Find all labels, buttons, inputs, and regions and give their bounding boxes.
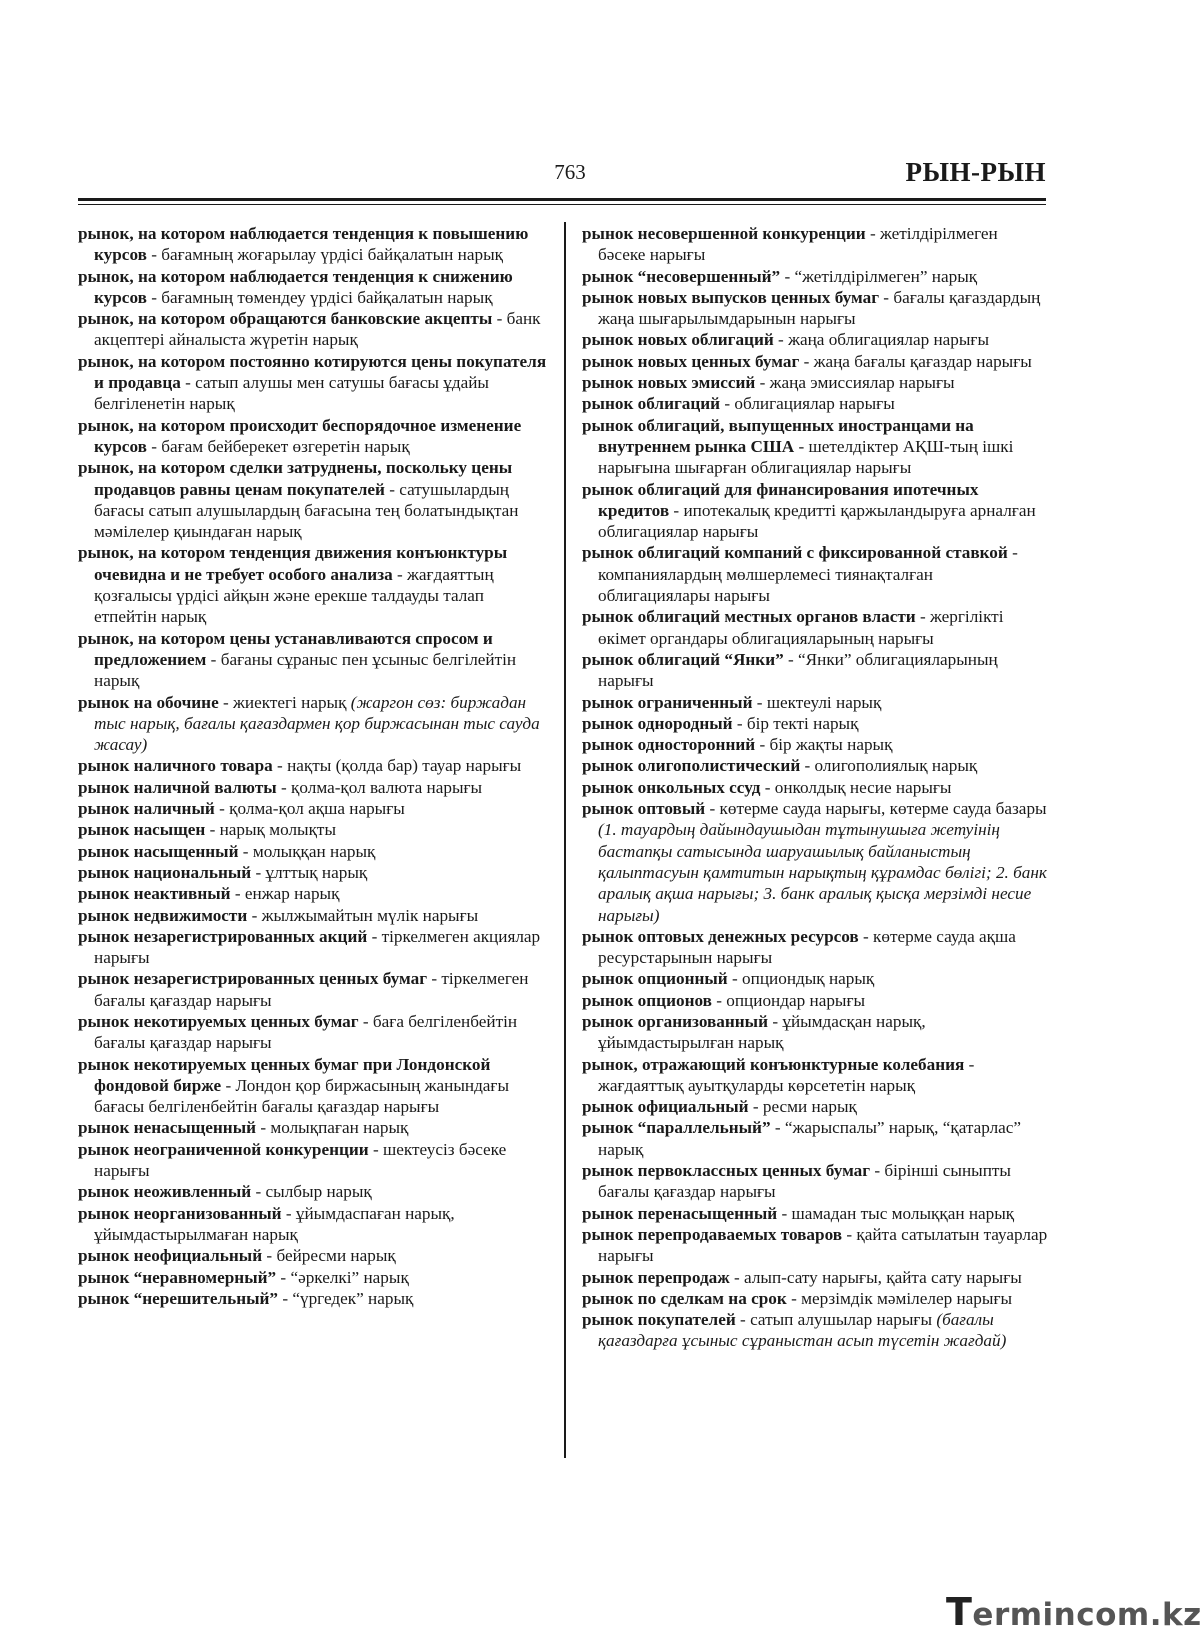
entry-term: рынок наличного товара bbox=[78, 756, 273, 776]
entry-term: рынок облигаций “Янки” bbox=[582, 649, 784, 669]
dictionary-entry bbox=[582, 266, 1048, 287]
dictionary-entry bbox=[582, 606, 1048, 649]
dictionary-entry bbox=[78, 308, 548, 351]
dictionary-entry bbox=[78, 862, 548, 883]
dictionary-entry bbox=[78, 755, 548, 776]
dictionary-entry bbox=[78, 628, 548, 692]
entry-separator: - bbox=[247, 905, 262, 925]
entry-term: рынок неофициальный bbox=[78, 1246, 263, 1266]
entry-definition: бағамның төмендеу үрдісі байқалатын нарық bbox=[161, 287, 493, 307]
entry-definition: ұйымдасқан нарық, ұйымдастырылған нарық bbox=[598, 1011, 926, 1053]
dictionary-entry bbox=[582, 926, 1048, 969]
entry-term: рынок олигополистический bbox=[582, 756, 801, 776]
entry-separator: - bbox=[842, 1224, 857, 1244]
entry-term: рынок незарегистрированных акций bbox=[78, 926, 368, 946]
entry-separator: - bbox=[221, 1075, 236, 1095]
entry-definition: жылжымайтын мүлік нарығы bbox=[261, 905, 479, 925]
entry-separator: - bbox=[146, 245, 162, 265]
entry-separator: - bbox=[384, 479, 400, 499]
entry-term: рынок онкольных ссуд bbox=[582, 777, 761, 797]
entry-definition: жергілікті өкімет органдары облигацияларының нарығы bbox=[598, 607, 1004, 648]
entry-definition: шамадан тыс молыққан нарық bbox=[791, 1203, 1015, 1223]
entry-term: рынок облигаций, выпущенных иностранцами на внутреннем рынка США bbox=[582, 415, 974, 456]
entry-term: рынок официальный bbox=[582, 1097, 749, 1117]
entry-separator: - bbox=[711, 990, 727, 1010]
entry-definition: жағдаяттық ауытқуларды көрсететін нарық bbox=[598, 1075, 916, 1095]
entry-definition: бағаны сұраныс пен ұсыныс белгілейтін нарық bbox=[94, 649, 517, 691]
dictionary-entry bbox=[78, 542, 548, 627]
entry-separator: - bbox=[281, 1203, 296, 1223]
entry-definition: молықпаған нарық bbox=[270, 1118, 409, 1138]
entry-term: рынок неактивный bbox=[78, 884, 231, 904]
entry-definition: жиектегі нарық bbox=[233, 692, 347, 712]
entry-term: рынок покупателей bbox=[582, 1310, 736, 1330]
entry-separator: - bbox=[794, 436, 809, 456]
header-rule-thick bbox=[78, 198, 1046, 201]
entry-term: рынок неограниченной конкуренции bbox=[78, 1139, 369, 1159]
dictionary-entry bbox=[582, 1309, 1048, 1352]
dictionary-entry bbox=[582, 372, 1048, 393]
dictionary-entry bbox=[78, 1054, 548, 1118]
dictionary-entry bbox=[78, 926, 548, 969]
entry-separator: - bbox=[251, 862, 266, 882]
entry-separator: - bbox=[800, 756, 815, 776]
dictionary-entry bbox=[582, 351, 1048, 372]
dictionary-entry bbox=[582, 1267, 1048, 1288]
entry-definition: сатып алушылар нарығы bbox=[750, 1310, 933, 1330]
column-divider bbox=[564, 222, 566, 1458]
entry-definition: шетелдіктер АҚШ-тың ішкі нарығына шығарған облигациялар нарығы bbox=[598, 436, 1014, 478]
entry-definition: бағамның жоғарылау үрдісі байқалатын нарық bbox=[161, 245, 503, 265]
entry-definition: жаңа бағалы қағаздар нарығы bbox=[813, 351, 1032, 371]
entry-definition: тіркелмеген акциялар нарығы bbox=[94, 926, 541, 968]
entry-separator: - bbox=[964, 1054, 975, 1074]
dictionary-entry bbox=[78, 968, 548, 1011]
site-watermark bbox=[946, 1590, 1202, 1634]
dictionary-entry bbox=[582, 393, 1048, 414]
dictionary-entry bbox=[582, 1011, 1048, 1054]
dictionary-entry bbox=[78, 1288, 548, 1309]
entry-definition: шектеусіз бәсеке нарығы bbox=[94, 1139, 507, 1181]
entry-definition: қолма-қол валюта нарығы bbox=[291, 777, 483, 797]
entry-definition: “жетілдірілмеген” нарық bbox=[794, 266, 978, 286]
entry-separator: - bbox=[768, 1011, 783, 1031]
entry-separator: - bbox=[214, 799, 230, 819]
entry-definition: облигациялар нарығы bbox=[734, 394, 895, 414]
dictionary-entry bbox=[582, 287, 1048, 330]
entry-term: рынок незарегистрированных ценных бумаг bbox=[78, 969, 428, 989]
entry-term: рынок, на котором постоянно котируются цены покупателя и продавца bbox=[78, 351, 547, 393]
entry-definition: “үргедек” нарық bbox=[292, 1288, 414, 1308]
watermark-initial: T bbox=[946, 1590, 973, 1634]
entry-term: рынок насыщен bbox=[78, 820, 206, 840]
dictionary-entry bbox=[78, 1181, 548, 1202]
entry-term: рынок новых облигаций bbox=[582, 330, 774, 350]
entry-definition: көтерме сауда ақша ресурстарынын нарығы bbox=[598, 926, 1016, 968]
entry-term: рынок, на котором сделки затруднены, поскольку цены продавцов равны ценам покупателей bbox=[78, 458, 513, 499]
entry-separator: - bbox=[180, 373, 196, 393]
entry-note: (жаргон сөз: биржадан тыс нарық, бағалы қағаздармен қор биржасынан тыс сауда жасау) bbox=[94, 692, 540, 755]
entry-definition: ипотекалық кредитті қаржыландыруға арналған облигациялар нарығы bbox=[598, 500, 1036, 542]
entry-separator: - bbox=[1007, 543, 1018, 563]
entry-separator: - bbox=[755, 373, 770, 393]
dictionary-entry bbox=[582, 1203, 1048, 1224]
dictionary-entry bbox=[582, 777, 1048, 798]
entry-definition: бір текті нарық bbox=[746, 713, 859, 733]
dictionary-entry bbox=[78, 266, 548, 309]
entry-definition: баға белгіленбейтін бағалы қағаздар нарығы bbox=[94, 1011, 518, 1053]
entry-separator: - bbox=[760, 777, 775, 797]
dictionary-entry bbox=[582, 542, 1048, 606]
dictionary-entry bbox=[78, 905, 548, 926]
dictionary-entry bbox=[78, 1139, 548, 1182]
dictionary-entry bbox=[582, 1160, 1048, 1203]
dictionary-entry bbox=[78, 1267, 548, 1288]
entry-separator: - bbox=[358, 1011, 373, 1031]
right-column bbox=[582, 223, 1048, 1352]
entry-term: рынок перепродаваемых товаров bbox=[582, 1224, 843, 1244]
dictionary-entry bbox=[78, 692, 548, 756]
dictionary-entry bbox=[582, 649, 1048, 692]
entry-separator: - bbox=[786, 1288, 802, 1308]
entry-separator: - bbox=[146, 436, 162, 456]
entry-definition: жетілдірілмеген бәсеке нарығы bbox=[598, 224, 998, 265]
entry-term: рынок перепродаж bbox=[582, 1267, 730, 1287]
entry-separator: - bbox=[705, 799, 720, 819]
dictionary-entry bbox=[582, 713, 1048, 734]
entry-definition: сылбыр нарық bbox=[265, 1182, 372, 1202]
entry-separator: - bbox=[915, 607, 931, 627]
entry-definition: енжар нарық bbox=[244, 884, 340, 904]
entry-separator: - bbox=[720, 394, 735, 414]
entry-term: рынок опционный bbox=[582, 969, 728, 989]
entry-term: рынок некотируемых ценных бумаг при Лондонской фондовой бирже bbox=[78, 1054, 491, 1095]
dictionary-entry bbox=[582, 1054, 1048, 1097]
entry-separator: - bbox=[427, 969, 442, 989]
dictionary-entry bbox=[582, 479, 1048, 543]
dictionary-entry bbox=[582, 692, 1048, 713]
entry-separator: - bbox=[732, 713, 747, 733]
entry-term: рынок, на котором происходит беспорядочное изменение курсов bbox=[78, 415, 522, 456]
entry-term: рынок наличный bbox=[78, 799, 215, 819]
entry-separator: - bbox=[238, 841, 253, 861]
entry-definition: ұйымдаспаған нарық, ұйымдастырылмаған нарық bbox=[94, 1203, 455, 1244]
entry-term: рынок “несовершенный” bbox=[582, 266, 781, 286]
entry-term: рынок “нерешительный” bbox=[78, 1288, 279, 1308]
entry-term: рынок “параллельный” bbox=[582, 1118, 771, 1138]
entry-definition: “әркелкі” нарық bbox=[290, 1267, 409, 1287]
entry-term: рынок, на котором обращаются банковские акцепты bbox=[78, 309, 493, 329]
entry-term: рынок односторонний bbox=[582, 735, 756, 755]
entry-term: рынок, на котором наблюдается тенденция к снижению курсов bbox=[78, 266, 513, 307]
entry-separator: - bbox=[777, 1203, 792, 1223]
entry-definition: банк акцептері айналыста жүретін нарық bbox=[94, 309, 541, 350]
dictionary-entry bbox=[78, 777, 548, 798]
entry-separator: - bbox=[669, 500, 684, 520]
entry-definition: бір жақты нарық bbox=[769, 735, 893, 755]
entry-definition: сатып алушы мен сатушы бағасы ұдайы белгіленетін нарық bbox=[94, 373, 489, 414]
entry-term: рынок облигаций компаний с фиксированной ставкой bbox=[582, 543, 1008, 563]
entry-separator: - bbox=[799, 351, 814, 371]
entry-separator: - bbox=[492, 309, 507, 329]
dictionary-entry bbox=[78, 351, 548, 415]
entry-term: рынок организованный bbox=[582, 1011, 769, 1031]
entry-separator: - bbox=[392, 564, 408, 584]
dictionary-entry bbox=[78, 798, 548, 819]
dictionary-entry bbox=[582, 223, 1048, 266]
entry-term: рынок первоклассных ценных бумаг bbox=[582, 1161, 871, 1181]
dictionary-entry bbox=[582, 1096, 1048, 1117]
entry-definition: Лондон қор биржасының жанындағы бағасы белгіленбейтін бағалы қағаздар нарығы bbox=[94, 1075, 510, 1117]
entry-term: рынок наличной валюты bbox=[78, 777, 277, 797]
entry-term: рынок новых выпусков ценных бумаг bbox=[582, 287, 879, 307]
entry-separator: - bbox=[272, 756, 288, 776]
entry-separator: - bbox=[865, 224, 880, 243]
entry-definition: нақты (қолда бар) тауар нарығы bbox=[287, 756, 522, 776]
entry-term: рынок неоживленный bbox=[78, 1182, 252, 1202]
entry-term: рынок однородный bbox=[582, 713, 733, 733]
entry-separator: - bbox=[206, 649, 221, 669]
entry-definition: жаңа облигациялар нарығы bbox=[788, 330, 990, 350]
entry-term: рынок ограниченный bbox=[582, 692, 753, 712]
entry-definition: бейресми нарық bbox=[276, 1246, 396, 1266]
entry-term: рынок некотируемых ценных бумаг bbox=[78, 1011, 359, 1031]
entry-definition: бағалы қағаздардың жаңа шығарылымдарынын нарығы bbox=[598, 287, 1041, 329]
entry-separator: - bbox=[727, 969, 743, 989]
dictionary-entry bbox=[582, 798, 1048, 926]
dictionary-entry bbox=[78, 1203, 548, 1246]
dictionary-entry bbox=[582, 990, 1048, 1011]
dictionary-entry bbox=[582, 415, 1048, 479]
entry-separator: - bbox=[251, 1182, 266, 1202]
entry-definition: ресми нарық bbox=[762, 1097, 857, 1117]
left-column bbox=[78, 223, 548, 1309]
entry-separator: - bbox=[729, 1267, 745, 1287]
entry-term: рынок облигаций для финансирования ипотечных кредитов bbox=[582, 479, 979, 520]
dictionary-entry bbox=[78, 883, 548, 904]
entry-term: рынок национальный bbox=[78, 862, 252, 882]
entry-term: рынок недвижимости bbox=[78, 905, 248, 925]
entry-term: рынок насыщенный bbox=[78, 841, 239, 861]
entry-term: рынок оптовый bbox=[582, 799, 706, 819]
dictionary-entry bbox=[582, 329, 1048, 350]
entry-separator: - bbox=[256, 1118, 271, 1138]
dictionary-entry bbox=[78, 223, 548, 266]
running-head: РЫН-РЫН bbox=[905, 157, 1046, 187]
dictionary-entry bbox=[582, 734, 1048, 755]
entry-note: (1. тауардың дайындаушыдан тұтынушыға жетуінің бастапқы сатысында шаруашылық байланыстың қалыптасуын қамтитын нарықтың құрамдас бөлігі; 2. банк аралық ақша нарығы; 3. банк аралық қысқа мерзімді несие нарығы) bbox=[598, 820, 1047, 925]
entry-term: рынок оптовых денежных ресурсов bbox=[582, 926, 859, 946]
dictionary-entry bbox=[78, 819, 548, 840]
entry-definition: нарық молықты bbox=[219, 820, 336, 840]
entry-definition: “Янки” облигацияларының нарығы bbox=[598, 649, 998, 691]
dictionary-entry bbox=[78, 415, 548, 458]
dictionary-entry bbox=[78, 1011, 548, 1054]
entry-term: рынок опционов bbox=[582, 990, 712, 1010]
entry-definition: опциондар нарығы bbox=[726, 990, 866, 1010]
entry-term: рынок новых ценных бумаг bbox=[582, 351, 800, 371]
entry-definition: көтерме сауда нарығы, көтерме сауда базары bbox=[719, 799, 1047, 819]
entry-definition: молыққан нарық bbox=[252, 841, 376, 861]
entry-separator: - bbox=[230, 884, 245, 904]
dictionary-entry bbox=[582, 1288, 1048, 1309]
entry-separator: - bbox=[367, 926, 382, 946]
entry-definition: жағдаяттың қозғалысы үрдісі айқын және ерекше талдауды талап етпейтін нарық bbox=[94, 564, 494, 627]
dictionary-entry bbox=[582, 1224, 1048, 1267]
entry-separator: - bbox=[748, 1097, 763, 1117]
entry-term: рынок “неравномерный” bbox=[78, 1267, 277, 1287]
entry-definition: шектеулі нарық bbox=[766, 692, 882, 712]
entry-note: (бағалы қағаздарға ұсыныс сұраныстан асып түсетін жағдай) bbox=[598, 1310, 1007, 1351]
entry-definition: қайта сатылатын тауарлар нарығы bbox=[598, 1224, 1048, 1266]
entry-term: рынок, на котором цены устанавливаются спросом и предложением bbox=[78, 628, 493, 669]
entry-definition: жаңа эмиссиялар нарығы bbox=[769, 373, 955, 393]
entry-definition: “жарыспалы” нарық, “қатарлас” нарық bbox=[598, 1118, 1022, 1159]
entry-term: рынок, на котором наблюдается тенденция к повышению курсов bbox=[78, 224, 529, 265]
entry-definition: ұлттық нарық bbox=[265, 862, 368, 882]
entry-separator: - bbox=[278, 1288, 293, 1308]
dictionary-entry bbox=[78, 1245, 548, 1266]
entry-separator: - bbox=[773, 330, 789, 350]
entry-definition: олигополиялық нарық bbox=[814, 756, 978, 776]
entry-definition: қолма-қол ақша нарығы bbox=[229, 799, 405, 819]
dictionary-entry bbox=[582, 1117, 1048, 1160]
entry-term: рынок ненасыщенный bbox=[78, 1118, 257, 1138]
entry-separator: - bbox=[146, 287, 162, 307]
dictionary-entry bbox=[78, 841, 548, 862]
entry-term: рынок облигаций bbox=[582, 394, 721, 414]
watermark-rest: ermincom.kz bbox=[972, 1597, 1202, 1633]
page-number: 763 bbox=[554, 160, 586, 184]
dictionary-entry bbox=[78, 1117, 548, 1138]
entry-separator: - bbox=[276, 1267, 291, 1287]
entry-separator: - bbox=[879, 287, 894, 307]
entry-definition: опциондық нарық bbox=[742, 969, 875, 989]
entry-separator: - bbox=[752, 692, 767, 712]
entry-separator: - bbox=[770, 1118, 785, 1138]
dictionary-entry bbox=[78, 457, 548, 542]
entry-separator: - bbox=[755, 735, 770, 755]
entry-definition: бағам бейберекет өзгеретін нарық bbox=[161, 436, 410, 456]
entry-separator: - bbox=[218, 692, 234, 712]
entry-separator: - bbox=[870, 1161, 885, 1181]
entry-definition: бірінші сыныпты бағалы қағаздар нарығы bbox=[598, 1161, 1011, 1202]
entry-separator: - bbox=[783, 649, 799, 669]
entry-term: рынок облигаций местных органов власти bbox=[582, 607, 916, 627]
entry-separator: - bbox=[780, 266, 795, 286]
entry-term: рынок по сделкам на срок bbox=[582, 1288, 787, 1308]
entry-term: рынок несовершенной конкуренции bbox=[582, 224, 866, 243]
entry-separator: - bbox=[276, 777, 292, 797]
entry-separator: - bbox=[735, 1310, 751, 1330]
entry-definition: онколдық несие нарығы bbox=[774, 777, 952, 797]
dictionary-entry bbox=[582, 968, 1048, 989]
entry-term: рынок перенасыщенный bbox=[582, 1203, 778, 1223]
entry-term: рынок, на котором тенденция движения конъюнктуры очевидна и не требует особого анализа bbox=[78, 543, 508, 584]
entry-definition: тіркелмеген бағалы қағаздар нарығы bbox=[94, 969, 529, 1010]
header-rule-thin bbox=[78, 204, 1046, 205]
entry-separator: - bbox=[858, 926, 874, 946]
entry-term: рынок на обочине bbox=[78, 692, 219, 712]
entry-separator: - bbox=[205, 820, 220, 840]
entry-definition: мерзімдік мәмілелер нарығы bbox=[801, 1288, 1013, 1308]
dictionary-entry bbox=[582, 755, 1048, 776]
entry-separator: - bbox=[262, 1246, 277, 1266]
entry-definition: компаниялардың мөлшерлемесі тиянақталған облигациялары нарығы bbox=[598, 564, 933, 606]
entry-term: рынок неорганизованный bbox=[78, 1203, 282, 1223]
entry-term: рынок новых эмиссий bbox=[582, 373, 756, 393]
entry-separator: - bbox=[368, 1139, 384, 1159]
entry-definition: сатушылардың бағасы сатып алушылардың бағасына тең болатындықтан мәмілелер қиындаған нарық bbox=[94, 479, 519, 542]
entry-definition: алып-сату нарығы, қайта сату нарығы bbox=[744, 1267, 1022, 1287]
entry-term: рынок, отражающий конъюнктурные колебания bbox=[582, 1054, 965, 1074]
